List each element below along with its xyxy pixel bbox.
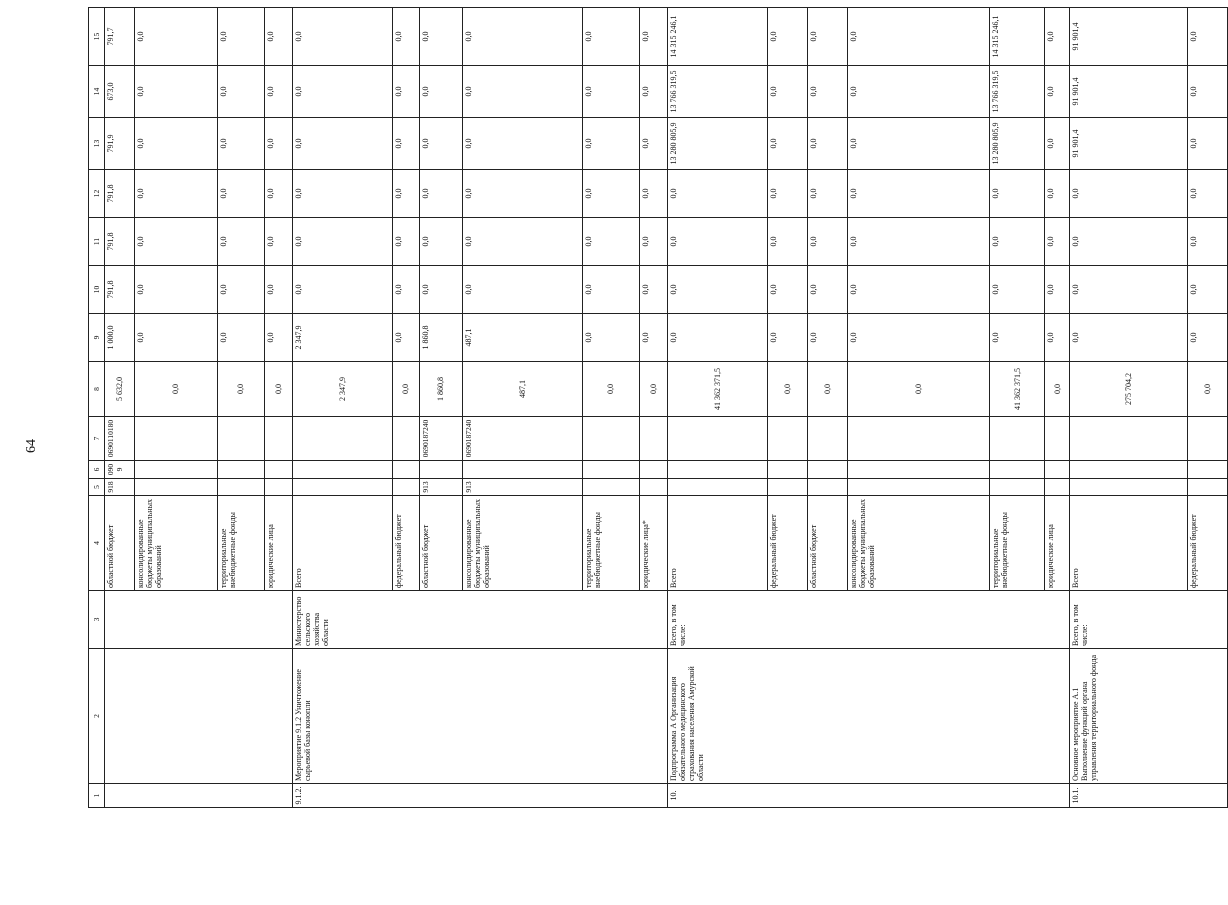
amount-cell: 0,0 [767,314,807,362]
code-rzpr [1187,461,1227,479]
amount-cell: 673,0 [105,66,135,118]
amount-cell: 0,0 [1045,218,1070,266]
amount-cell: 0,0 [265,8,293,66]
column-number: 8 [89,362,105,417]
amount-cell: 0,0 [1187,8,1227,66]
amount-cell: 0,0 [1187,362,1227,417]
code-csr [1045,417,1070,461]
code-rzpr [462,461,582,479]
code-grbs [292,479,392,496]
code-grbs [1045,479,1070,496]
amount-cell: 0,0 [640,118,668,170]
amount-cell: 0,0 [292,266,392,314]
amount-cell: 791,9 [105,118,135,170]
column-number: 15 [89,8,105,66]
amount-cell: 13 280 805,9 [667,118,767,170]
amount-cell: 13 766 319,5 [667,66,767,118]
amount-cell: 13 280 805,9 [990,118,1045,170]
amount-cell: 0,0 [1187,66,1227,118]
code-csr [292,417,392,461]
amount-cell: 0,0 [1070,314,1188,362]
code-csr: 0690187240 [462,417,582,461]
amount-cell: 0,0 [462,8,582,66]
code-rzpr [392,461,420,479]
amount-cell: 0,0 [990,314,1045,362]
amount-cell: 0,0 [640,218,668,266]
amount-cell: 0,0 [667,314,767,362]
amount-cell: 0,0 [1070,170,1188,218]
amount-cell: 0,0 [767,8,807,66]
amount-cell: 0,0 [462,66,582,118]
amount-cell: 0,0 [847,266,990,314]
amount-cell: 0,0 [582,362,640,417]
amount-cell: 0,0 [462,266,582,314]
executor: Министерство сельского хозяйства области [292,591,667,649]
row-number: 10. [667,784,1070,808]
amount-cell: 0,0 [392,218,420,266]
amount-cell: 0,0 [217,170,265,218]
amount-cell: 0,0 [990,266,1045,314]
funding-source: консолидированные бюджеты муниципальных образований [462,496,582,591]
amount-cell: 275 704,2 [1070,362,1188,417]
column-number: 3 [89,591,105,649]
amount-cell: 0,0 [135,218,218,266]
column-number: 6 [89,461,105,479]
code-csr: 0690110180 [105,417,135,461]
amount-cell: 91 901,4 [1070,66,1188,118]
amount-cell: 0,0 [217,118,265,170]
funding-source: территориальные внебюджетные фонды [582,496,640,591]
table-row [105,8,135,808]
amount-cell: 0,0 [807,8,847,66]
code-rzpr [1070,461,1188,479]
amount-cell: 0,0 [640,362,668,417]
amount-cell: 0,0 [392,314,420,362]
amount-cell: 0,0 [767,362,807,417]
amount-cell: 0,0 [1045,118,1070,170]
code-csr [582,417,640,461]
amount-cell: 0,0 [667,266,767,314]
amount-cell: 91 901,4 [1070,8,1188,66]
financing-table [88,7,1228,808]
activity-name [105,649,293,784]
column-number: 1 [89,784,105,808]
code-csr [217,417,265,461]
amount-cell: 0,0 [265,266,293,314]
amount-cell: 0,0 [847,362,990,417]
amount-cell: 91 901,4 [1070,118,1188,170]
activity-name: Мероприятие 9.1.2 Уничтожение сырьевой базы конопли [292,649,667,784]
amount-cell: 791,8 [105,266,135,314]
column-number: 11 [89,218,105,266]
amount-cell: 0,0 [1070,266,1188,314]
amount-cell: 0,0 [292,118,392,170]
amount-cell: 13 766 319,5 [990,66,1045,118]
amount-cell: 0,0 [640,66,668,118]
amount-cell: 0,0 [392,362,420,417]
amount-cell: 0,0 [265,314,293,362]
activity-name: Подпрограмма А Организация обязательного медицинского страхования населения Амурской области [667,649,1070,784]
amount-cell: 0,0 [582,66,640,118]
amount-cell: 0,0 [1045,8,1070,66]
funding-source: юридические лица [1045,496,1070,591]
amount-cell: 1 860,8 [420,314,463,362]
executor: Всего, в том числе: [1070,591,1228,649]
code-grbs [667,479,767,496]
amount-cell: 0,0 [807,118,847,170]
code-rzpr [135,461,218,479]
code-csr [1070,417,1188,461]
amount-cell: 0,0 [767,218,807,266]
table-row [292,8,392,808]
amount-cell: 0,0 [292,218,392,266]
amount-cell: 0,0 [217,66,265,118]
amount-cell: 791,7 [105,8,135,66]
amount-cell: 791,8 [105,218,135,266]
funding-source: областной бюджет [105,496,135,591]
amount-cell: 0,0 [135,118,218,170]
code-rzpr [807,461,847,479]
activity-name: Основное мероприятие А.1 Выполнение функций органа управления территориального фонда [1070,649,1228,784]
column-number: 9 [89,314,105,362]
amount-cell: 1 000,0 [105,314,135,362]
amount-cell: 0,0 [392,66,420,118]
code-csr [392,417,420,461]
amount-cell: 0,0 [420,66,463,118]
amount-cell: 0,0 [1187,218,1227,266]
amount-cell: 0,0 [420,170,463,218]
code-rzpr [217,461,265,479]
code-csr [847,417,990,461]
amount-cell: 0,0 [135,66,218,118]
code-rzpr [265,461,293,479]
funding-source: Всего [667,496,767,591]
table-row [1070,8,1188,808]
code-rzpr [420,461,463,479]
table-rotated-wrapper [88,15,1212,808]
amount-cell: 0,0 [1187,266,1227,314]
amount-cell: 14 315 246,1 [990,8,1045,66]
amount-cell: 41 362 371,5 [667,362,767,417]
amount-cell: 0,0 [462,170,582,218]
amount-cell: 0,0 [217,266,265,314]
code-grbs [265,479,293,496]
funding-source: областной бюджет [807,496,847,591]
code-grbs [767,479,807,496]
code-grbs: 913 [462,479,582,496]
amount-cell: 0,0 [392,266,420,314]
amount-cell: 0,0 [582,8,640,66]
code-rzpr [292,461,392,479]
column-number: 2 [89,649,105,784]
column-number-row [89,8,105,808]
code-grbs [582,479,640,496]
amount-cell: 0,0 [1045,314,1070,362]
amount-cell: 0,0 [807,266,847,314]
amount-cell: 0,0 [392,118,420,170]
funding-source: юридические лица* [640,496,668,591]
amount-cell: 0,0 [292,66,392,118]
column-number: 12 [89,170,105,218]
amount-cell: 0,0 [807,170,847,218]
code-rzpr [767,461,807,479]
code-csr [1187,417,1227,461]
code-rzpr [1045,461,1070,479]
amount-cell: 0,0 [667,218,767,266]
amount-cell: 0,0 [847,118,990,170]
row-number: 9.1.2. [292,784,667,808]
code-csr [767,417,807,461]
funding-source: Всего [292,496,392,591]
code-rzpr [990,461,1045,479]
amount-cell: 0,0 [135,8,218,66]
amount-cell: 0,0 [847,218,990,266]
code-grbs: 918 [105,479,135,496]
code-rzpr: 0909 [105,461,135,479]
amount-cell: 0,0 [420,266,463,314]
code-rzpr [847,461,990,479]
page-number: 64 [24,439,39,453]
funding-source: областной бюджет [420,496,463,591]
amount-cell: 0,0 [807,314,847,362]
amount-cell: 0,0 [847,170,990,218]
amount-cell: 0,0 [265,218,293,266]
amount-cell: 2 347,9 [292,362,392,417]
code-grbs [807,479,847,496]
code-grbs [847,479,990,496]
row-number [105,784,293,808]
amount-cell: 0,0 [767,266,807,314]
code-grbs [990,479,1045,496]
funding-source: территориальные внебюджетные фонды [217,496,265,591]
amount-cell: 0,0 [640,266,668,314]
amount-cell: 0,0 [1187,314,1227,362]
funding-source: федеральный бюджет [1187,496,1227,591]
code-grbs [1187,479,1227,496]
amount-cell: 0,0 [807,362,847,417]
column-number: 4 [89,496,105,591]
amount-cell: 0,0 [582,218,640,266]
code-csr: 0690187240 [420,417,463,461]
amount-cell: 0,0 [217,362,265,417]
amount-cell: 0,0 [1187,118,1227,170]
amount-cell: 0,0 [135,266,218,314]
amount-cell: 0,0 [265,170,293,218]
amount-cell: 791,8 [105,170,135,218]
amount-cell: 0,0 [135,314,218,362]
amount-cell: 0,0 [292,8,392,66]
amount-cell: 0,0 [582,314,640,362]
amount-cell: 0,0 [640,8,668,66]
code-rzpr [582,461,640,479]
amount-cell: 0,0 [1045,170,1070,218]
amount-cell: 0,0 [420,118,463,170]
amount-cell: 0,0 [582,170,640,218]
amount-cell: 0,0 [847,66,990,118]
amount-cell: 0,0 [265,118,293,170]
amount-cell: 0,0 [265,362,293,417]
amount-cell: 0,0 [807,66,847,118]
code-csr [640,417,668,461]
code-csr [667,417,767,461]
amount-cell: 487,1 [462,314,582,362]
code-rzpr [667,461,767,479]
amount-cell: 0,0 [640,170,668,218]
amount-cell: 0,0 [990,170,1045,218]
amount-cell: 0,0 [1045,266,1070,314]
column-number: 5 [89,479,105,496]
amount-cell: 0,0 [292,170,392,218]
amount-cell: 2 347,9 [292,314,392,362]
code-rzpr [640,461,668,479]
amount-cell: 0,0 [462,218,582,266]
amount-cell: 5 632,0 [105,362,135,417]
amount-cell: 0,0 [217,314,265,362]
code-grbs [640,479,668,496]
code-grbs [1070,479,1188,496]
amount-cell: 0,0 [1070,218,1188,266]
amount-cell: 0,0 [462,118,582,170]
code-grbs [392,479,420,496]
amount-cell: 1 860,8 [420,362,463,417]
amount-cell: 0,0 [582,266,640,314]
column-number: 10 [89,266,105,314]
row-number: 10.1. [1070,784,1228,808]
amount-cell: 0,0 [392,170,420,218]
code-grbs: 913 [420,479,463,496]
funding-source: федеральный бюджет [392,496,420,591]
amount-cell: 0,0 [135,170,218,218]
executor: Всего, в том числе: [667,591,1070,649]
amount-cell: 0,0 [420,8,463,66]
amount-cell: 0,0 [1187,170,1227,218]
funding-source: федеральный бюджет [767,496,807,591]
amount-cell: 0,0 [1045,66,1070,118]
amount-cell: 0,0 [767,66,807,118]
code-csr [807,417,847,461]
amount-cell: 0,0 [582,118,640,170]
code-grbs [217,479,265,496]
funding-source: Всего [1070,496,1188,591]
amount-cell: 14 315 246,1 [667,8,767,66]
amount-cell: 41 362 371,5 [990,362,1045,417]
amount-cell: 0,0 [667,170,767,218]
amount-cell: 0,0 [1045,362,1070,417]
amount-cell: 0,0 [847,314,990,362]
amount-cell: 0,0 [392,8,420,66]
funding-source: консолидированные бюджеты муниципальных образований [135,496,218,591]
amount-cell: 0,0 [767,118,807,170]
code-grbs [135,479,218,496]
amount-cell: 0,0 [217,218,265,266]
amount-cell: 0,0 [767,170,807,218]
column-number: 14 [89,66,105,118]
amount-cell: 0,0 [807,218,847,266]
code-csr [265,417,293,461]
column-number: 13 [89,118,105,170]
funding-source: территориальные внебюджетные фонды [990,496,1045,591]
amount-cell: 0,0 [990,218,1045,266]
funding-source: консолидированные бюджеты муниципальных образований [847,496,990,591]
executor [105,591,293,649]
amount-cell: 0,0 [217,8,265,66]
amount-cell: 0,0 [847,8,990,66]
amount-cell: 487,1 [462,362,582,417]
amount-cell: 0,0 [420,218,463,266]
table-row [667,8,767,808]
funding-source: юридические лица [265,496,293,591]
code-csr [990,417,1045,461]
code-csr [135,417,218,461]
column-number: 7 [89,417,105,461]
amount-cell: 0,0 [640,314,668,362]
amount-cell: 0,0 [135,362,218,417]
amount-cell: 0,0 [265,66,293,118]
